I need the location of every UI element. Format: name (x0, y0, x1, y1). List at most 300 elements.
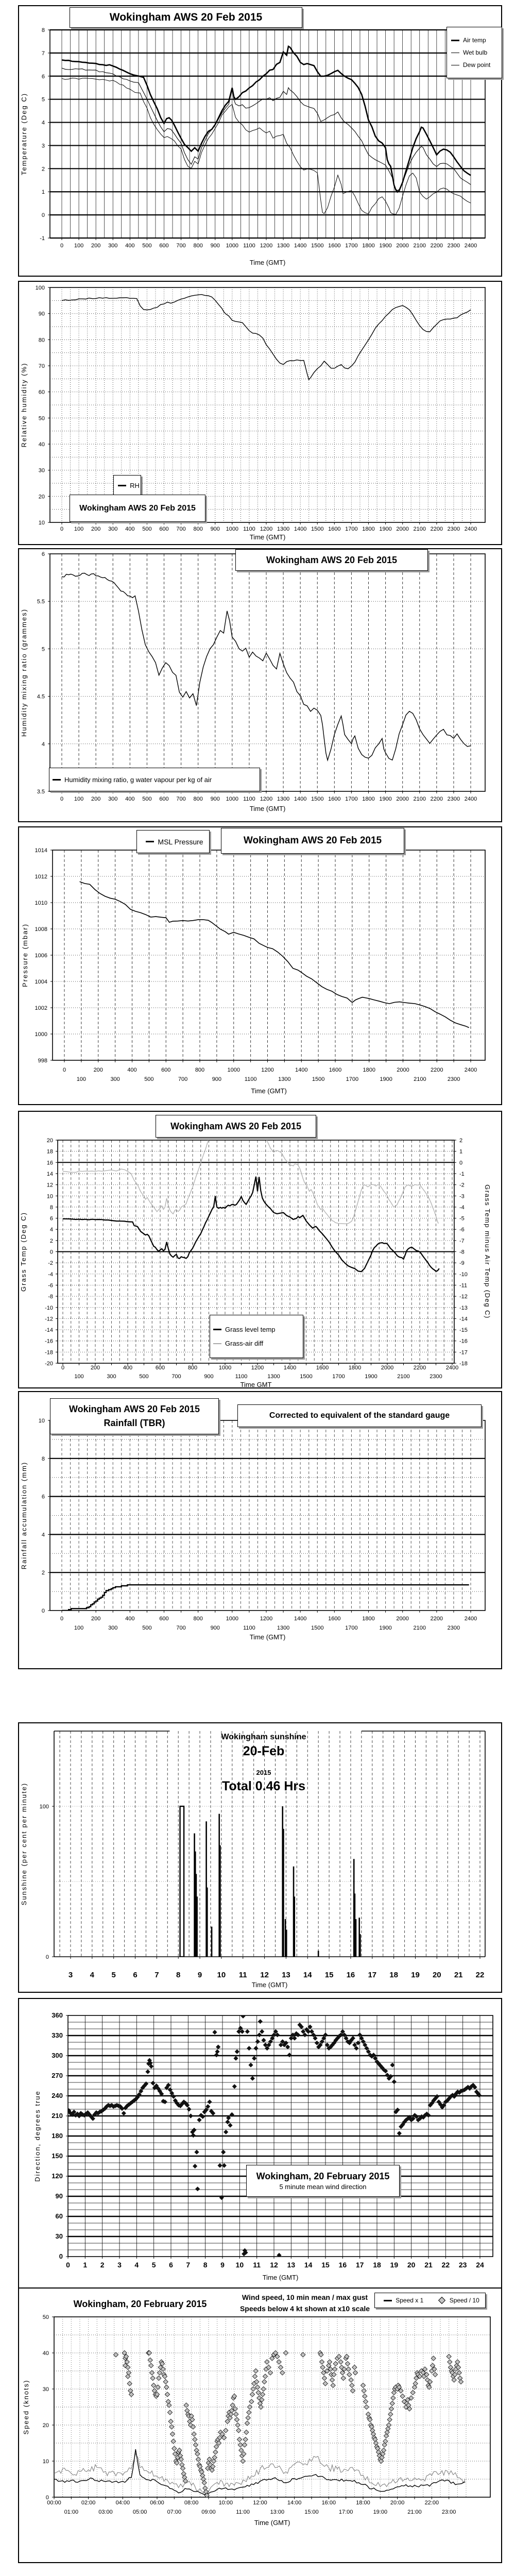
svg-text:1000: 1000 (227, 1067, 240, 1073)
svg-text:7: 7 (41, 50, 45, 57)
svg-text:0: 0 (66, 2261, 70, 2269)
svg-text:-11: -11 (459, 1282, 468, 1289)
svg-text:6: 6 (41, 551, 45, 557)
svg-text:-6: -6 (48, 1282, 53, 1289)
svg-text:1300: 1300 (267, 1374, 280, 1380)
svg-text:400: 400 (127, 1067, 137, 1073)
svg-text:600: 600 (155, 1365, 165, 1371)
svg-text:300: 300 (108, 526, 118, 532)
svg-text:-20: -20 (45, 1361, 53, 1367)
svg-text:01:00: 01:00 (64, 2509, 79, 2515)
svg-text:17: 17 (355, 2261, 364, 2269)
svg-text:5: 5 (111, 1971, 116, 1979)
svg-text:1000: 1000 (226, 526, 239, 532)
speed-x1-line-icon (384, 2300, 392, 2301)
svg-text:1700: 1700 (332, 1374, 345, 1380)
svg-text:800: 800 (193, 1616, 203, 1622)
svg-text:10: 10 (217, 1971, 226, 1979)
svg-text:8: 8 (41, 1455, 45, 1462)
svg-text:-16: -16 (459, 1338, 468, 1345)
legend-label: MSL Pressure (158, 837, 203, 846)
svg-text:1400: 1400 (294, 243, 307, 249)
svg-text:400: 400 (125, 796, 135, 802)
svg-text:30: 30 (55, 2232, 63, 2240)
svg-text:Relative humidity (%): Relative humidity (%) (20, 362, 28, 448)
svg-text:09:00: 09:00 (201, 2509, 216, 2515)
svg-text:0: 0 (45, 1954, 49, 1960)
svg-text:1500: 1500 (311, 243, 324, 249)
svg-text:0: 0 (49, 1249, 53, 1256)
svg-text:Time (GMT): Time (GMT) (249, 1633, 286, 1641)
svg-text:2400: 2400 (464, 796, 477, 802)
svg-text:22:00: 22:00 (424, 2500, 439, 2506)
svg-text:1600: 1600 (328, 796, 341, 802)
svg-text:150: 150 (52, 2152, 63, 2160)
svg-text:360: 360 (52, 2011, 63, 2019)
svg-text:500: 500 (142, 1625, 152, 1631)
svg-text:1400: 1400 (294, 526, 307, 532)
chart-pressure (18, 826, 502, 1105)
svg-text:200: 200 (91, 526, 101, 532)
svg-text:-9: -9 (459, 1260, 465, 1267)
svg-text:08:00: 08:00 (184, 2500, 199, 2506)
svg-text:21: 21 (424, 2261, 433, 2269)
svg-text:6: 6 (133, 1971, 138, 1979)
svg-text:2000: 2000 (381, 1365, 394, 1371)
svg-text:4.5: 4.5 (37, 693, 45, 700)
svg-text:240: 240 (52, 2092, 63, 2099)
svg-text:70: 70 (38, 363, 45, 369)
svg-text:1700: 1700 (345, 243, 358, 249)
svg-text:-18: -18 (45, 1349, 53, 1356)
svg-text:-16: -16 (45, 1338, 53, 1345)
svg-text:300: 300 (108, 243, 118, 249)
svg-text:-15: -15 (459, 1327, 468, 1334)
svg-text:2200: 2200 (430, 1616, 443, 1622)
svg-text:1900: 1900 (380, 1076, 392, 1082)
svg-text:Time (GMT): Time (GMT) (251, 1981, 288, 1989)
svg-text:13: 13 (287, 2261, 296, 2269)
wind-speed-subtitle-2: Speeds below 4 kt shown at x10 scale (239, 2304, 370, 2313)
svg-text:2400: 2400 (464, 1067, 477, 1073)
svg-text:1200: 1200 (260, 526, 273, 532)
sunshine-date: 20-Feb (243, 1744, 285, 1758)
svg-text:15: 15 (321, 2261, 330, 2269)
svg-text:22: 22 (475, 1971, 485, 1979)
svg-text:300: 300 (107, 1374, 116, 1380)
svg-text:1800: 1800 (362, 796, 375, 802)
svg-text:330: 330 (52, 2031, 63, 2039)
svg-text:Rainfall accumulation (mm): Rainfall accumulation (mm) (20, 1461, 28, 1570)
svg-text:1100: 1100 (243, 243, 255, 249)
svg-text:900: 900 (210, 1625, 220, 1631)
svg-text:16:00: 16:00 (321, 2500, 336, 2506)
svg-text:500: 500 (142, 526, 152, 532)
legend (49, 768, 260, 791)
svg-text:2300: 2300 (447, 1625, 460, 1631)
svg-text:200: 200 (93, 1067, 103, 1073)
svg-text:18: 18 (389, 1971, 398, 1979)
svg-text:4: 4 (49, 1227, 53, 1233)
chart-title: Wokingham AWS 20 Feb 2015 (109, 11, 263, 23)
svg-text:1900: 1900 (379, 526, 392, 532)
legend (136, 830, 210, 853)
legend (447, 27, 502, 78)
svg-text:1500: 1500 (311, 1625, 324, 1631)
chart-temperature (18, 5, 502, 277)
svg-text:6: 6 (49, 1215, 53, 1222)
chart-subtitle-block (233, 2292, 377, 2315)
svg-text:1000: 1000 (218, 1365, 232, 1371)
legend-label: Wet bulb (463, 49, 488, 56)
svg-text:6: 6 (41, 1494, 45, 1500)
svg-text:2300: 2300 (430, 1374, 442, 1380)
svg-text:2200: 2200 (430, 243, 443, 249)
rh-line-icon (118, 485, 126, 486)
svg-text:Temperature (Deg C): Temperature (Deg C) (20, 92, 28, 176)
svg-text:-2: -2 (48, 1260, 53, 1267)
svg-text:20:00: 20:00 (390, 2500, 405, 2506)
legend (374, 2293, 486, 2308)
svg-text:30: 30 (38, 467, 45, 474)
svg-text:10: 10 (235, 2261, 244, 2269)
svg-text:300: 300 (108, 1625, 118, 1631)
svg-text:1400: 1400 (294, 796, 307, 802)
svg-text:0: 0 (41, 1608, 45, 1614)
wind-speed-plot-svg (19, 2289, 501, 2564)
svg-text:1700: 1700 (345, 796, 358, 802)
svg-text:16: 16 (46, 1160, 53, 1166)
svg-text:6: 6 (41, 73, 45, 80)
svg-text:19: 19 (390, 2261, 399, 2269)
svg-text:2300: 2300 (447, 243, 460, 249)
svg-text:1900: 1900 (365, 1374, 377, 1380)
chart-title: Wokingham, 20 February 2015 (73, 2299, 207, 2309)
svg-text:2300: 2300 (447, 1076, 460, 1082)
svg-text:1000: 1000 (226, 1616, 239, 1622)
chart-rainfall (18, 1391, 502, 1669)
chart-title: Wokingham AWS 20 Feb 2015 (266, 554, 398, 565)
svg-text:1700: 1700 (345, 526, 358, 532)
svg-text:1100: 1100 (243, 796, 255, 802)
svg-text:0: 0 (45, 2495, 49, 2501)
sunshine-plot-svg (19, 1723, 501, 1994)
svg-text:Humidity mixing ratio (grammes: Humidity mixing ratio (grammes) (20, 608, 28, 737)
grass-level-temp-line-icon (213, 1329, 221, 1330)
svg-text:Time (GMT): Time (GMT) (249, 259, 286, 266)
wind-direction-plot-svg (19, 1999, 501, 2294)
legend-label: Air temp (463, 37, 486, 44)
svg-text:10: 10 (38, 520, 45, 526)
svg-text:03:00: 03:00 (98, 2509, 113, 2515)
svg-text:2200: 2200 (413, 1365, 426, 1371)
svg-text:06:00: 06:00 (150, 2500, 164, 2506)
svg-text:80: 80 (38, 337, 45, 344)
svg-text:1200: 1200 (251, 1365, 264, 1371)
svg-text:2: 2 (49, 1238, 53, 1244)
pressure-plot-svg (19, 827, 501, 1106)
svg-text:4: 4 (41, 741, 45, 748)
svg-text:90: 90 (55, 2192, 63, 2200)
svg-text:00:00: 00:00 (47, 2500, 61, 2506)
svg-text:Time (GMT): Time (GMT) (249, 533, 286, 541)
svg-text:Speed (knots): Speed (knots) (22, 2379, 30, 2435)
svg-text:2: 2 (41, 1570, 45, 1577)
svg-text:300: 300 (108, 796, 118, 802)
svg-text:1300: 1300 (277, 1625, 290, 1631)
svg-text:1700: 1700 (345, 1625, 358, 1631)
svg-text:100: 100 (74, 526, 84, 532)
svg-text:5: 5 (41, 96, 45, 103)
svg-text:18: 18 (373, 2261, 381, 2269)
svg-text:20: 20 (38, 494, 45, 500)
svg-text:2200: 2200 (431, 1067, 443, 1073)
svg-text:2: 2 (41, 166, 45, 173)
svg-text:10: 10 (42, 2459, 49, 2465)
svg-text:500: 500 (144, 1076, 154, 1082)
svg-text:5: 5 (41, 646, 45, 653)
svg-text:1900: 1900 (379, 1625, 392, 1631)
svg-text:100: 100 (74, 1374, 84, 1380)
svg-text:18:00: 18:00 (356, 2500, 370, 2506)
svg-text:300: 300 (110, 1076, 120, 1082)
legend-label: Speed x 1 (396, 2297, 424, 2304)
svg-text:998: 998 (38, 1058, 47, 1064)
svg-text:1500: 1500 (312, 1076, 325, 1082)
svg-text:-12: -12 (45, 1316, 53, 1323)
svg-text:600: 600 (161, 1067, 171, 1073)
svg-text:700: 700 (176, 796, 186, 802)
svg-text:0: 0 (60, 526, 64, 532)
svg-text:23: 23 (458, 2261, 467, 2269)
svg-text:1400: 1400 (295, 1067, 308, 1073)
svg-text:Time GMT: Time GMT (240, 1381, 272, 1388)
svg-text:10: 10 (38, 1418, 45, 1424)
svg-text:-4: -4 (459, 1204, 465, 1211)
svg-text:8: 8 (49, 1204, 53, 1211)
chart-relative-humidity (18, 281, 502, 545)
svg-text:50: 50 (38, 415, 45, 422)
svg-text:100: 100 (74, 796, 84, 802)
svg-text:15:00: 15:00 (304, 2509, 319, 2515)
svg-text:19: 19 (411, 1971, 420, 1979)
svg-text:2400: 2400 (445, 1365, 459, 1371)
svg-text:1100: 1100 (235, 1374, 248, 1380)
svg-text:-3: -3 (459, 1193, 465, 1200)
svg-text:-17: -17 (459, 1349, 468, 1356)
svg-text:Time (GMT): Time (GMT) (262, 2274, 299, 2281)
chart-subtitle: Rainfall (TBR) (104, 1418, 165, 1428)
svg-text:Sunshine (per cent per minute): Sunshine (per cent per minute) (20, 1782, 28, 1906)
svg-text:1300: 1300 (277, 243, 290, 249)
svg-text:10:00: 10:00 (218, 2500, 233, 2506)
svg-text:2100: 2100 (414, 1076, 426, 1082)
svg-text:-8: -8 (459, 1249, 465, 1256)
svg-text:1200: 1200 (261, 1067, 274, 1073)
svg-text:8: 8 (176, 1971, 181, 1979)
chart-subtitle: 5 minute mean wind direction (279, 2183, 367, 2191)
svg-text:-8: -8 (48, 1294, 53, 1300)
svg-text:1500: 1500 (300, 1374, 313, 1380)
svg-text:1600: 1600 (329, 1067, 342, 1073)
svg-text:30: 30 (42, 2386, 49, 2393)
svg-text:2100: 2100 (397, 1374, 410, 1380)
svg-text:1000: 1000 (35, 1031, 47, 1038)
svg-text:60: 60 (38, 389, 45, 396)
chart-title-box (70, 495, 205, 522)
sunshine-title: Wokingham sunshine (221, 1733, 306, 1741)
svg-text:12: 12 (270, 2261, 278, 2269)
sunshine-total: Total 0.46 Hrs (221, 1779, 306, 1793)
svg-text:-1: -1 (459, 1171, 465, 1177)
svg-text:-1: -1 (40, 235, 45, 242)
svg-text:180: 180 (52, 2132, 63, 2140)
svg-text:1012: 1012 (35, 874, 47, 880)
svg-text:2300: 2300 (447, 796, 460, 802)
legend-label: Speed / 10 (449, 2297, 479, 2304)
chart-title-box (235, 549, 428, 571)
sunshine-year: 2015 (256, 1769, 271, 1776)
svg-text:700: 700 (176, 243, 186, 249)
svg-text:60: 60 (55, 2212, 63, 2220)
svg-text:0: 0 (60, 243, 64, 249)
svg-text:1700: 1700 (346, 1076, 359, 1082)
svg-text:18: 18 (46, 1148, 53, 1155)
svg-text:1000: 1000 (226, 796, 239, 802)
svg-text:1800: 1800 (362, 1616, 375, 1622)
svg-text:1800: 1800 (362, 243, 375, 249)
svg-text:6: 6 (169, 2261, 173, 2269)
svg-text:23:00: 23:00 (441, 2509, 456, 2515)
svg-text:90: 90 (38, 311, 45, 317)
svg-text:9: 9 (197, 1971, 202, 1979)
svg-text:10: 10 (46, 1193, 53, 1200)
svg-text:2400: 2400 (464, 243, 477, 249)
temperature-plot-svg (19, 6, 501, 278)
svg-text:1800: 1800 (362, 526, 375, 532)
svg-text:900: 900 (210, 526, 220, 532)
svg-text:1800: 1800 (363, 1067, 375, 1073)
svg-text:1600: 1600 (328, 1616, 341, 1622)
legend-label: Grass level temp (225, 1326, 276, 1333)
svg-text:0: 0 (459, 1160, 463, 1166)
svg-text:11: 11 (238, 1971, 247, 1979)
svg-text:0: 0 (62, 1067, 66, 1073)
svg-text:22: 22 (441, 2261, 450, 2269)
svg-text:-12: -12 (459, 1294, 468, 1300)
msl-pressure-line-icon (146, 841, 154, 842)
svg-text:900: 900 (212, 1076, 222, 1082)
svg-text:600: 600 (159, 796, 169, 802)
svg-text:1400: 1400 (283, 1365, 297, 1371)
chart-title: Wokingham, 20 February 2015 (256, 2171, 390, 2181)
svg-text:2100: 2100 (413, 243, 426, 249)
svg-text:11:00: 11:00 (236, 2509, 250, 2515)
svg-text:600: 600 (159, 1616, 169, 1622)
svg-text:-7: -7 (459, 1238, 465, 1244)
svg-text:900: 900 (210, 243, 220, 249)
svg-text:2400: 2400 (464, 526, 477, 532)
svg-text:5.5: 5.5 (37, 599, 45, 605)
svg-text:3: 3 (41, 143, 45, 149)
svg-text:1: 1 (83, 2261, 88, 2269)
svg-text:2400: 2400 (464, 1616, 477, 1622)
svg-text:1006: 1006 (35, 953, 47, 959)
svg-text:2000: 2000 (396, 796, 409, 802)
svg-text:11: 11 (253, 2261, 261, 2269)
svg-text:100: 100 (76, 1076, 87, 1082)
svg-text:20: 20 (407, 2261, 416, 2269)
svg-text:2300: 2300 (447, 526, 460, 532)
svg-text:7: 7 (186, 2261, 191, 2269)
svg-text:Time (GMT): Time (GMT) (254, 2519, 290, 2527)
chart-title-box (221, 828, 404, 854)
svg-text:100: 100 (74, 243, 84, 249)
svg-text:1600: 1600 (328, 243, 341, 249)
svg-text:2100: 2100 (413, 796, 426, 802)
svg-text:12: 12 (46, 1182, 53, 1189)
svg-text:270: 270 (52, 2072, 63, 2079)
chart-wind-speed (18, 2287, 502, 2563)
svg-text:07:00: 07:00 (167, 2509, 182, 2515)
svg-text:1002: 1002 (35, 1005, 47, 1011)
svg-text:200: 200 (90, 1365, 100, 1371)
svg-text:7: 7 (154, 1971, 159, 1979)
svg-text:-10: -10 (45, 1304, 53, 1311)
svg-text:1600: 1600 (316, 1365, 329, 1371)
svg-text:120: 120 (52, 2172, 63, 2180)
svg-text:200: 200 (91, 796, 101, 802)
svg-text:21: 21 (454, 1971, 463, 1979)
svg-text:40: 40 (42, 2350, 49, 2357)
svg-text:9: 9 (220, 2261, 225, 2269)
svg-text:20: 20 (432, 1971, 441, 1979)
svg-text:8: 8 (203, 2261, 208, 2269)
svg-text:1: 1 (459, 1148, 463, 1155)
svg-text:1200: 1200 (260, 796, 273, 802)
svg-text:0: 0 (60, 1616, 64, 1622)
mixing-ratio-line-icon (53, 779, 61, 781)
svg-text:400: 400 (125, 243, 135, 249)
svg-text:2000: 2000 (396, 526, 409, 532)
svg-text:1010: 1010 (35, 900, 47, 906)
legend-label: Dew point (463, 61, 491, 69)
svg-text:0: 0 (61, 1365, 65, 1371)
svg-text:05:00: 05:00 (132, 2509, 147, 2515)
svg-text:100: 100 (39, 1804, 49, 1810)
svg-text:3: 3 (68, 1971, 73, 1979)
svg-text:4: 4 (134, 2261, 139, 2269)
svg-text:-2: -2 (459, 1182, 465, 1189)
chart-title: Wokingham AWS 20 Feb 2015 (68, 1404, 200, 1414)
chart-title-box (156, 1115, 316, 1138)
svg-text:50: 50 (42, 2314, 49, 2320)
svg-text:2100: 2100 (413, 526, 426, 532)
svg-text:600: 600 (159, 243, 169, 249)
svg-text:-18: -18 (459, 1361, 468, 1367)
svg-text:1900: 1900 (379, 796, 392, 802)
svg-text:2000: 2000 (396, 1616, 409, 1622)
svg-text:3: 3 (117, 2261, 122, 2269)
svg-text:14: 14 (303, 1971, 312, 1979)
svg-text:13:00: 13:00 (270, 2509, 285, 2515)
svg-text:Time (GMT): Time (GMT) (251, 1087, 287, 1095)
chart-wind-direction (18, 1998, 502, 2293)
svg-text:700: 700 (171, 1374, 181, 1380)
svg-text:800: 800 (193, 243, 203, 249)
svg-text:1200: 1200 (260, 1616, 273, 1622)
svg-text:700: 700 (176, 1625, 186, 1631)
